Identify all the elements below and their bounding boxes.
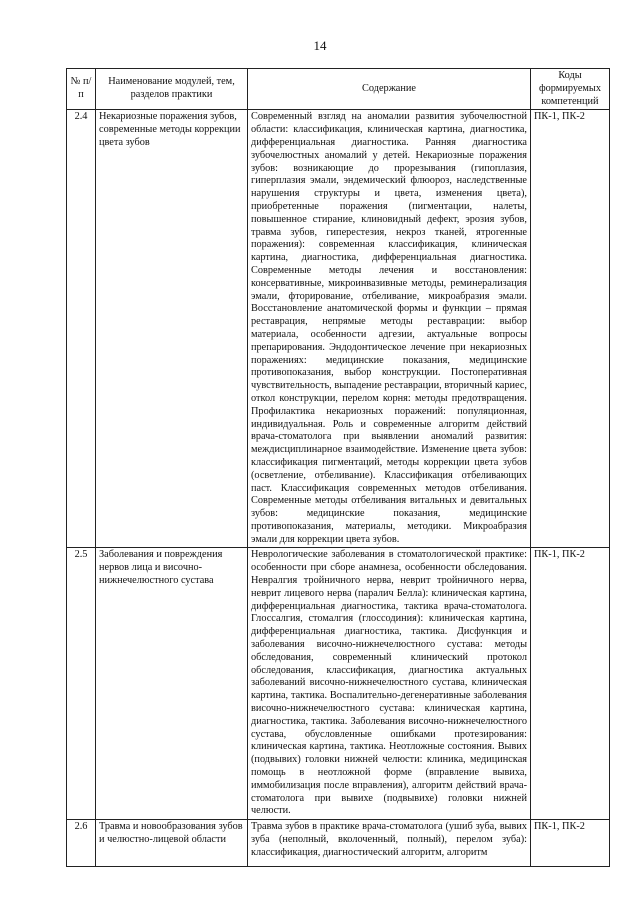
row-codes: ПК-1, ПК-2 <box>531 548 610 820</box>
row-content: Современный взгляд на аномалии развития зубочелюстной области: классификация, клиническая картина, диагностика, дифференциальная диагностика. Ранняя диагностика зубочелюстных аномалий у детей. Некариозные поражения зубов: возникающие до прорезывания (гипоплазия, гиперплазия эмали, эндемический флюороз, наследственные нарушения структуры и цвета, изменения цвета), приобретенные поражения (пигментации, налеты, повышенное стирание, клиновидный дефект, эрозия зубов, травма зубов, гиперестезия, некроз тканей, ятрогенные поражения): современная классификация, клиническая картина, диагностика, дифференциальная диагностика. Современные методы лечения и восстановления: консервативные, микроинвазивные методы, реминерализация эмали, фторирование, отбеливание, микроабразия эмали. Восстановление анатомической формы и функции – прямая реставрация, непрямые методы реставрации: выбор материала, особенности адгезии, актуальные вопросы препарирования. Эндодонтическое лечение при некариозных поражениях: медицинские показания, медицинские противопоказания, выбор конструкции. Постоперативная чувствительность, выпадение реставрации, вторичный кариес, откол конструкции, перелом корня: методы предотвращения. Профилактика некариозных поражений: популяционная, индивидуальная. Роль и современные алгоритм действий врача-стоматолога при выявлении аномалий развития: междисциплинарное взаимодействие. Изменение цвета зубов: классификация пигментаций, методы коррекции цвета зубов (осветление, отбеливание). Классификация отбеливающих паст. Классификация современных методов отбеливания. Современные методы отбеливания витальных и девитальных зубов: медицинские показания, медицинские противопоказания, материалы, методики. Микроабразия эмали для коррекции цвета зубов. <box>248 110 531 548</box>
row-codes: ПК-1, ПК-2 <box>531 110 610 548</box>
table-header-row <box>67 69 610 110</box>
row-title: Травма и новообразования зубов и челюстно-лицевой области <box>96 820 248 867</box>
row-number: 2.4 <box>67 110 96 548</box>
row-number: 2.5 <box>67 548 96 820</box>
row-codes: ПК-1, ПК-2 <box>531 820 610 867</box>
table-row <box>67 548 610 820</box>
header-codes: Коды формируемых компетенций <box>531 69 610 110</box>
page-number: 14 <box>313 38 327 53</box>
row-content: Неврологические заболевания в стоматологической практике: особенности при сборе анамнеза, особенности обследования. Невралгия тройничного нерва, неврит тройничного нерва, неврит лицевого нерва (паралич Белла): клиническая картина, дифференциальная диагностика, тактика врача-стоматолога. Глоссалгия, стомалгия (глоссодиния): клиническая картина, дифференциальная диагностика, тактика. Дисфункция и заболевания височно-нижнечелюстного сустава: методы обследования, современный клинический протокол обследования, классификация, диагностика актуальных заболеваний височно-нижнечелюстного сустава, клиническая картина, тактика. Воспалительно-дегенеративные заболевания височно-нижнечелюстного сустава: клиническая картина, диагностика, тактика. Заболевания височно-нижнечелюстного сустава, обусловленные ошибками протезирования: клиническая картина, тактика. Неотложные состояния. Вывих (подвывих) головки нижней челюсти: клиника, медицинская помощь в неотложной форме (вправление вывиха, иммобилизация после вправления), алгоритм действий врача-стоматолога при вывихе (подвывихе) головки нижней челюсти. <box>248 548 531 820</box>
table-row <box>67 110 610 548</box>
curriculum-table <box>66 68 610 867</box>
row-title: Заболевания и повреждения нервов лица и височно-нижнечелюстного сустава <box>96 548 248 820</box>
header-content: Содержание <box>248 69 531 110</box>
header-num: № п/п <box>67 69 96 110</box>
table-row <box>67 820 610 867</box>
row-content: Травма зубов в практике врача-стоматолога (ушиб зуба, вывих зуба (неполный, вколоченный, полный), перелом зуба): классификация, диагностический алгоритм, алгоритм <box>248 820 531 867</box>
header-name: Наименование модулей, тем, разделов практики <box>96 69 248 110</box>
row-number: 2.6 <box>67 820 96 867</box>
row-title: Некариозные поражения зубов, современные методы коррекции цвета зубов <box>96 110 248 548</box>
